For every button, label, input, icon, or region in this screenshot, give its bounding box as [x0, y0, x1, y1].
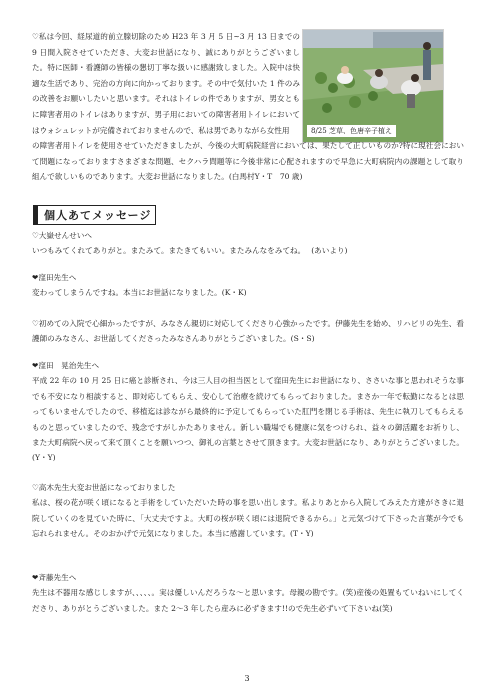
gardening-photo — [302, 29, 444, 143]
message-header: ❤斉藤先生へ — [32, 573, 77, 582]
message-header: ❤窪田先生へ — [32, 273, 77, 282]
message-body: 先生は不器用な感じしますが、、、、、。実は優しいんだろうな～と思います。母親の勘です。(笑)産後の処置もていねいにしてくださり、ありがとうございました。また 2～3 年したら産みに必ずきます!!ので先生必ずいて下さいね(笑) — [32, 588, 464, 613]
message-body: ♡初めての入院で心細かったですが、みなさん親切に対応してくださり心強かったです。伊藤先生を始め、リハビリの先生、看護師のみなさん、お世話してくださったみなさんありがとうございました。(S・S) — [32, 319, 464, 344]
lead-letter-continued: の障害者用トイレを使用させていただきましたが、今後の大町病院経営においては、果たして正しいものか?特に現社会において問題になっておりますさまざまな問題、セクハラ問題等に今後非常に心配されますので早急に大町病院内の課題として取り組んで欲しいものであります。大変お世話になりました。(白馬村Y・T 70 歳) — [32, 141, 464, 182]
lead-letter-column: ♡私は今回、経尿道的前立腺切除のため H23 年 3 月 5 日~3 月 13 日までの 9 日間入院させていただき、大変お世話になり、誠にありがとうございました。特に医師・看護師の皆様の懇切丁寧な扱いに感謝致しました。入院中は快適な生活であり、完治の方向に向かっております。その中で気付いた 1 件のみの改善をお願いしたいと思います。それはトイレの件でありますが、男女ともに障害者用のトイレはありますが、男子用においての障害者用トイレにおいてはウォシュレットが完備されておりませんので、私は男でありながら女性用 — [32, 32, 300, 135]
message-header: ♡高木先生大変お世話になっておりました — [32, 483, 176, 492]
section-title: 個人あてメッセージ — [33, 205, 156, 225]
message-body: 平成 22 年の 10 月 25 日に癌と診断され、今は三人目の担当医として窪田先生にお世話になり、ささいな事と思われそうな事でも不安になり相談すると、即対応してもらえ、安心して治療を続けてもらっておりました。まさか一年で転勤になるとは思ってもいませんでしたので、移植迄は診ながら最終的に予定してもらっていた肛門を閉じる手術は、先生に執刀してもらえるものと思っていましたので、残念ですがしかたありません。新しい職場でも健康に気をつけられ、益々の御活躍をお祈りし、また大町病院へ戻って来て頂くことを願いつつ、御礼の言葉とさせて頂きます。大変お世話になり、ありがとうございました。(Y・Y) — [32, 376, 464, 463]
message-header: ❤窪田 晃治先生へ — [32, 361, 100, 370]
message-header: ♡大嶽せんせいへ — [32, 231, 92, 240]
photo-caption: 8/25 芝草、色唐辛子植え — [307, 125, 396, 137]
message-item — [32, 270, 464, 301]
message-item — [32, 480, 464, 542]
message-item — [32, 570, 464, 616]
page-number: 3 — [244, 674, 250, 683]
message-item — [32, 316, 464, 347]
message-item — [32, 228, 464, 259]
message-body: 変わってしまうんですね。本当にお世話になりました。(K・K) — [32, 288, 247, 298]
message-body: 私は、桜の花が咲く頃になると手術をしていただいた時の事を思い出します。私よりあとから入院してみえた方達がさきに退院していくのを見ていた時に、「大丈夫ですよ。大町の桜が咲く頃には退院できるから。」と元気づけて下さった言葉が今でも忘れられません。そのおかげで元気になりました。本当に感謝しています。(T・Y) — [32, 498, 464, 539]
message-signature: (あいより) — [311, 246, 348, 256]
message-item — [32, 358, 464, 466]
message-body: いつもみてくれてありがと。またみて。またきてもいい。またみんなをみてね。 (あいより) — [32, 246, 348, 256]
